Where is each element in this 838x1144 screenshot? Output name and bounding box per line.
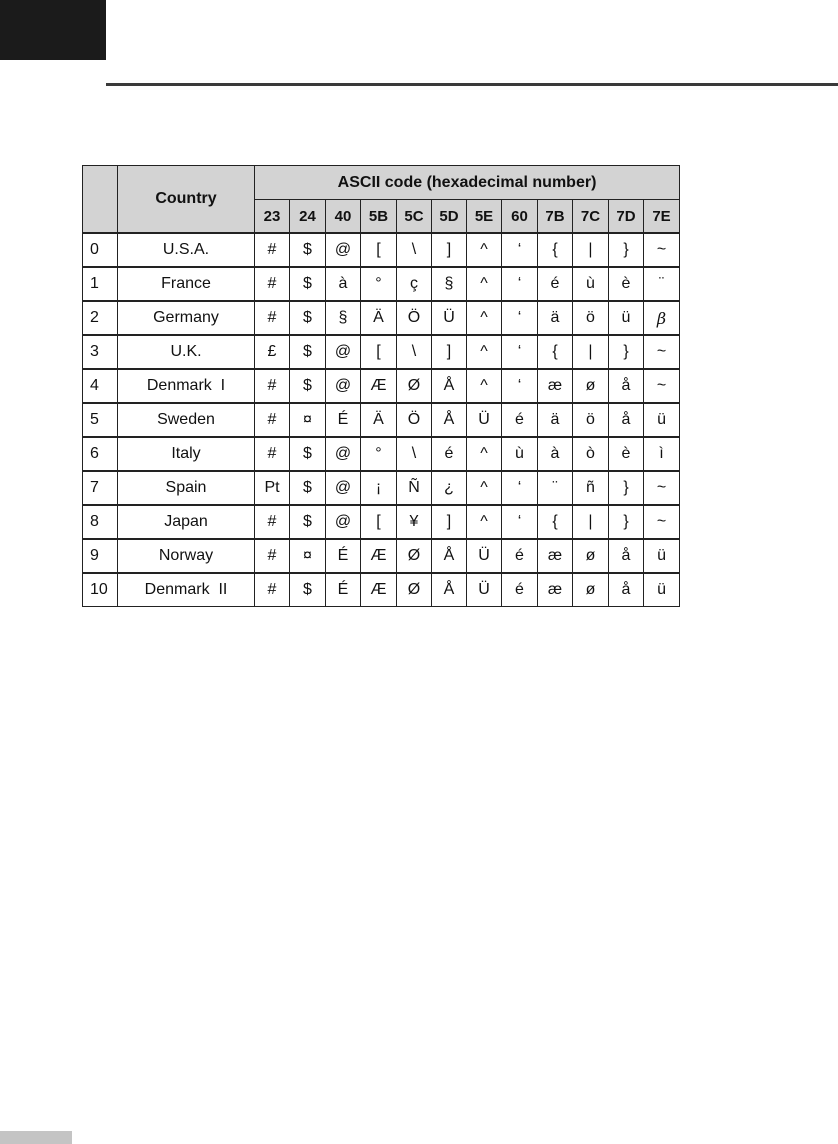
index-header (83, 166, 118, 234)
char-cell: Å (432, 573, 467, 607)
char-cell: Ü (467, 573, 502, 607)
char-cell: É (326, 573, 361, 607)
char-cell: å (609, 539, 644, 573)
char-cell: ö (573, 403, 609, 437)
row-index: 5 (83, 403, 118, 437)
hex-code-cell: 7D (609, 200, 644, 234)
char-cell: Ü (467, 403, 502, 437)
char-cell: å (609, 573, 644, 607)
char-cell: Æ (361, 539, 397, 573)
char-cell: ù (502, 437, 538, 471)
char-cell: ø (573, 573, 609, 607)
table-row (83, 437, 680, 471)
char-cell: ] (432, 335, 467, 369)
char-cell: è (609, 437, 644, 471)
char-cell: # (255, 267, 290, 301)
char-cell: £ (255, 335, 290, 369)
row-index: 7 (83, 471, 118, 505)
char-cell: ^ (467, 267, 502, 301)
char-cell: ö (573, 301, 609, 335)
char-cell: ‘ (502, 505, 538, 539)
char-cell: @ (326, 233, 361, 267)
row-index: 0 (83, 233, 118, 267)
char-cell: ç (397, 267, 432, 301)
footer-tab (0, 1131, 72, 1144)
table-row (83, 301, 680, 335)
char-cell: } (609, 335, 644, 369)
hex-code-cell: 7C (573, 200, 609, 234)
char-cell: $ (290, 437, 326, 471)
row-index: 8 (83, 505, 118, 539)
country-header: Country (118, 166, 255, 234)
char-cell: Å (432, 369, 467, 403)
char-cell: ø (573, 369, 609, 403)
char-cell: @ (326, 505, 361, 539)
char-cell: # (255, 505, 290, 539)
char-cell: Å (432, 403, 467, 437)
table-row (83, 505, 680, 539)
char-cell: Æ (361, 369, 397, 403)
country-cell: Germany (118, 301, 255, 335)
char-cell: æ (538, 573, 573, 607)
char-cell: ü (644, 539, 680, 573)
row-index: 3 (83, 335, 118, 369)
char-cell: ü (644, 403, 680, 437)
char-cell: # (255, 369, 290, 403)
hex-code-cell: 24 (290, 200, 326, 234)
row-index: 1 (83, 267, 118, 301)
char-cell: ø (573, 539, 609, 573)
row-index: 2 (83, 301, 118, 335)
char-cell: é (502, 403, 538, 437)
ascii-code-table (82, 165, 680, 607)
table-body (83, 233, 680, 607)
country-cell: Denmark II (118, 573, 255, 607)
hex-code-cell: 40 (326, 200, 361, 234)
char-cell: é (432, 437, 467, 471)
char-cell: # (255, 437, 290, 471)
char-cell: ^ (467, 301, 502, 335)
char-cell: ñ (573, 471, 609, 505)
char-cell: Ü (467, 539, 502, 573)
char-cell: [ (361, 505, 397, 539)
char-cell: Ø (397, 369, 432, 403)
char-cell: ‘ (502, 301, 538, 335)
char-cell: ò (573, 437, 609, 471)
table-row (83, 233, 680, 267)
char-cell: $ (290, 471, 326, 505)
table-header (83, 166, 680, 234)
char-cell: ~ (644, 369, 680, 403)
table-row (83, 267, 680, 301)
row-index: 10 (83, 573, 118, 607)
char-cell: à (326, 267, 361, 301)
char-cell: à (538, 437, 573, 471)
char-cell: è (609, 267, 644, 301)
corner-tab (0, 0, 106, 60)
table-row (83, 335, 680, 369)
hex-code-cell: 5C (397, 200, 432, 234)
char-cell: Ñ (397, 471, 432, 505)
country-cell: U.K. (118, 335, 255, 369)
char-cell: } (609, 505, 644, 539)
char-cell: Æ (361, 573, 397, 607)
char-cell: | (573, 335, 609, 369)
country-cell: France (118, 267, 255, 301)
char-cell: ä (538, 403, 573, 437)
table-row (83, 573, 680, 607)
hex-code-cell: 23 (255, 200, 290, 234)
country-cell: Italy (118, 437, 255, 471)
char-cell: é (502, 539, 538, 573)
char-cell: @ (326, 437, 361, 471)
char-cell: # (255, 539, 290, 573)
char-cell: ~ (644, 471, 680, 505)
char-cell: ^ (467, 233, 502, 267)
char-cell: $ (290, 505, 326, 539)
country-cell: Spain (118, 471, 255, 505)
table-row (83, 539, 680, 573)
char-cell: # (255, 301, 290, 335)
char-cell: \ (397, 437, 432, 471)
char-cell: ‘ (502, 471, 538, 505)
char-cell: # (255, 403, 290, 437)
char-cell: é (502, 573, 538, 607)
country-cell: Denmark I (118, 369, 255, 403)
char-cell: ‘ (502, 233, 538, 267)
char-cell: å (609, 369, 644, 403)
char-cell: æ (538, 539, 573, 573)
table-row (83, 369, 680, 403)
char-cell: ] (432, 233, 467, 267)
char-cell: É (326, 403, 361, 437)
char-cell: ° (361, 267, 397, 301)
char-cell: Å (432, 539, 467, 573)
char-cell: é (538, 267, 573, 301)
row-index: 4 (83, 369, 118, 403)
country-cell: Norway (118, 539, 255, 573)
hex-code-cell: 5E (467, 200, 502, 234)
country-cell: Japan (118, 505, 255, 539)
ascii-code-header: ASCII code (hexadecimal number) (255, 166, 680, 200)
hex-code-cell: 7E (644, 200, 680, 234)
char-cell: ‘ (502, 335, 538, 369)
char-cell: [ (361, 335, 397, 369)
char-cell: # (255, 573, 290, 607)
char-cell: $ (290, 267, 326, 301)
char-cell: # (255, 233, 290, 267)
char-cell: @ (326, 335, 361, 369)
char-cell: å (609, 403, 644, 437)
char-cell: ¿ (432, 471, 467, 505)
hex-code-cell: 5D (432, 200, 467, 234)
table-row (83, 471, 680, 505)
row-index: 6 (83, 437, 118, 471)
char-cell: { (538, 505, 573, 539)
char-cell: \ (397, 335, 432, 369)
table-row (83, 403, 680, 437)
char-cell: @ (326, 471, 361, 505)
char-cell: ¡ (361, 471, 397, 505)
char-cell: | (573, 505, 609, 539)
char-cell: Ø (397, 573, 432, 607)
char-cell: { (538, 335, 573, 369)
char-cell: $ (290, 233, 326, 267)
char-cell: æ (538, 369, 573, 403)
char-cell: ¤ (290, 539, 326, 573)
char-cell: ~ (644, 505, 680, 539)
char-cell: $ (290, 301, 326, 335)
char-cell: Pt (255, 471, 290, 505)
char-cell: ^ (467, 369, 502, 403)
char-cell: ¤ (290, 403, 326, 437)
char-cell: Ü (432, 301, 467, 335)
char-cell: Ø (397, 539, 432, 573)
char-cell: ì (644, 437, 680, 471)
char-cell: ‘ (502, 267, 538, 301)
char-cell: ¨ (644, 267, 680, 301)
char-cell: | (573, 233, 609, 267)
char-cell: ] (432, 505, 467, 539)
char-cell: É (326, 539, 361, 573)
char-cell: ^ (467, 471, 502, 505)
hex-code-cell: 5B (361, 200, 397, 234)
char-cell: [ (361, 233, 397, 267)
char-cell: } (609, 471, 644, 505)
header-rule (106, 83, 838, 86)
char-cell: ^ (467, 505, 502, 539)
char-cell: ù (573, 267, 609, 301)
char-cell: $ (290, 369, 326, 403)
hex-code-cell: 60 (502, 200, 538, 234)
char-cell: β (644, 301, 680, 335)
char-cell: ^ (467, 335, 502, 369)
char-cell: Ä (361, 403, 397, 437)
char-cell: { (538, 233, 573, 267)
country-cell: Sweden (118, 403, 255, 437)
char-cell: Ä (361, 301, 397, 335)
hex-code-cell: 7B (538, 200, 573, 234)
char-cell: $ (290, 573, 326, 607)
char-cell: § (432, 267, 467, 301)
char-cell: ¥ (397, 505, 432, 539)
char-cell: Ö (397, 301, 432, 335)
char-cell: ‘ (502, 369, 538, 403)
char-cell: ~ (644, 233, 680, 267)
char-cell: Ö (397, 403, 432, 437)
country-cell: U.S.A. (118, 233, 255, 267)
char-cell: \ (397, 233, 432, 267)
char-cell: § (326, 301, 361, 335)
char-cell: ä (538, 301, 573, 335)
char-cell: ~ (644, 335, 680, 369)
char-cell: @ (326, 369, 361, 403)
row-index: 9 (83, 539, 118, 573)
char-cell: } (609, 233, 644, 267)
char-cell: ü (609, 301, 644, 335)
char-cell: ° (361, 437, 397, 471)
char-cell: $ (290, 335, 326, 369)
char-cell: ü (644, 573, 680, 607)
char-cell: ¨ (538, 471, 573, 505)
char-cell: ^ (467, 437, 502, 471)
